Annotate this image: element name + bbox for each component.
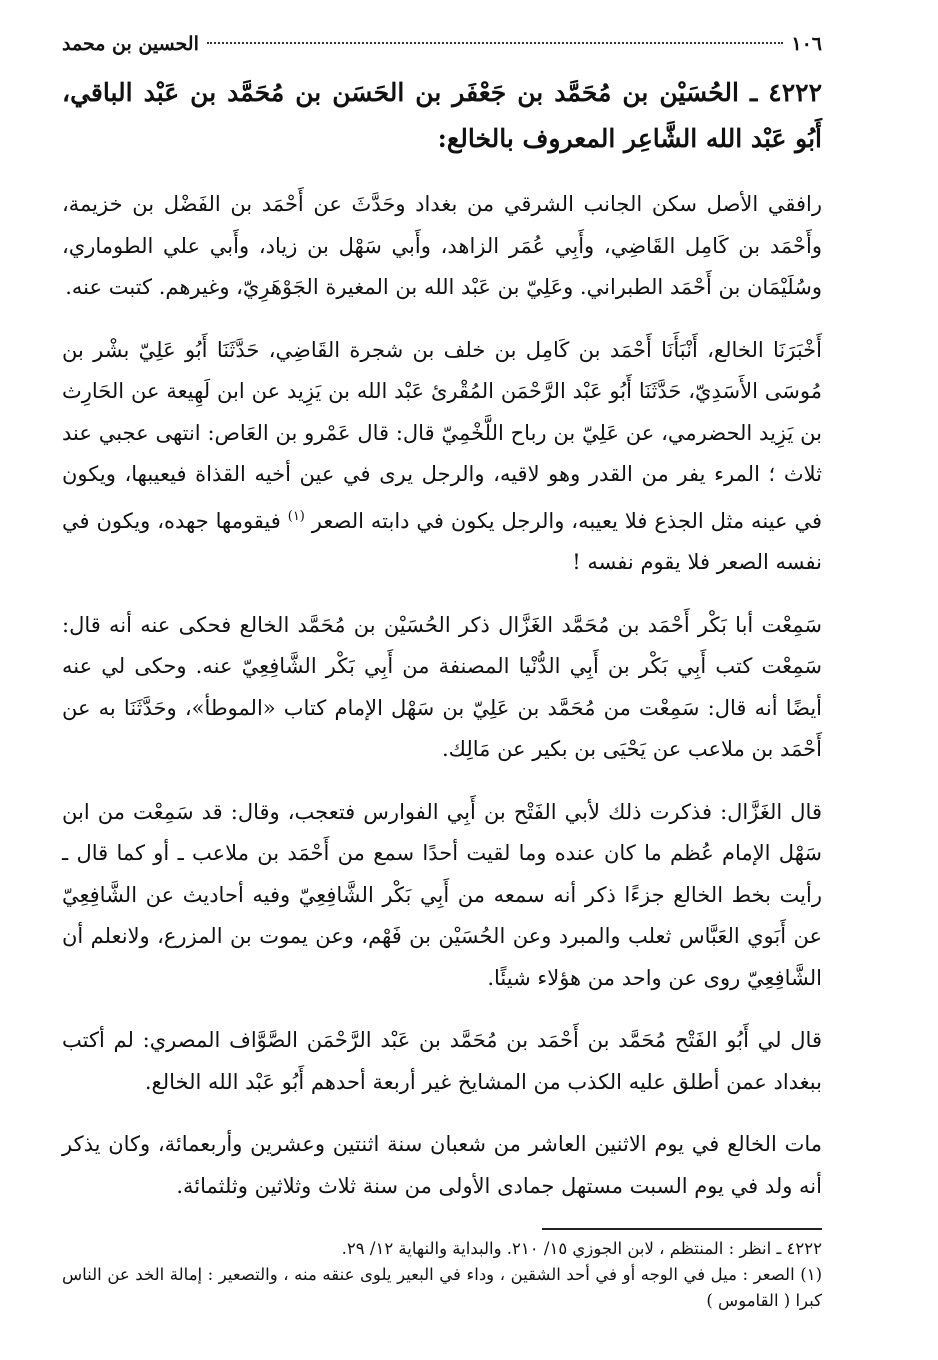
entry-title: ٤٢٢٢ ـ الحُسَيْن بن مُحَمَّد بن جَعْفَر بن الحَسَن بن مُحَمَّد بن عَبْد الباقي، أَبُو عَبْد الله الشَّاعِر المعروف بالخالع: bbox=[62, 78, 822, 153]
footnote-separator bbox=[542, 1228, 822, 1230]
footnote-source: ٤٢٢٢ ـ انظر : المنتظم ، لابن الجوزي ١٥/ ٢١٠. والبداية والنهاية ١٢/ ٢٩. bbox=[341, 1239, 822, 1258]
body-paragraph-2 bbox=[62, 330, 822, 584]
footnote-1: (١) الصعر : ميل في الوجه أو في أحد الشقين ، وداء في البعير يلوى عنقه منه ، والتصعير : إمالة الخد عن الناس كبرا ( القاموس ) bbox=[62, 1265, 822, 1310]
page-number: ١٠٦ bbox=[791, 33, 822, 55]
body-paragraph-4: قال الغَزَّال: فذكرت ذلك لأبي الفَتْح بن أَبِي الفوارس فتعجب، وقال: قد سَمِعْت من ابن سَهْل الإمام عُظم ما كان عنده وما لقيت أحدًا سمع من أَحْمَد بن ملاعب ـ أو كما قال ـ رأيت بخط الخالع جزءًا ذكر أنه سمعه من أَبِي بَكْر الشَّافِعِيّ وفيه أحاديث عن الشَّافِعِيّ عن أَبَوي العَبَّاس ثعلب والمبرد وعن الحُسَيْن بن فَهْم، وعن يموت بن المزرع، ولانعلم أن الشَّافِعِيّ روى عن واحد من هؤلاء شيئًا. bbox=[62, 799, 822, 990]
body-paragraph-1: رافقي الأصل سكن الجانب الشرقي من بغداد وحَدَّثَ عن أَحْمَد بن الفَضْل بن خزيمة، وأَحْمَد بن كَامِل القَاضِي، وأَبِي عُمَر الزاهد، وأَبي سَهْل بن زياد، وأَبي علي الطوماري، وسُلَيْمَان بن أَحْمَد الطبراني. وعَلِيّ بن عَبْد الله بن المغيرة الجَوْهَرِيّ، وغيرهم. كتبت عنه. bbox=[62, 192, 822, 299]
running-header bbox=[62, 30, 822, 58]
paragraph-2-text: أَخْبَرَنَا الخالع، أَنْبَأَنَا أَحْمَد بن كَامِل بن خلف بن شجرة القَاضِي، حَدَّثَنَا أَبُو عَلِيّ بشْر بن مُوسَى الأَسَدِيّ، حَدَّثَنَا أَبُو عَبْد الرَّحْمَن المُقْرئ عَبْد الله بن يَزِيد عن ابن لَهِيعة عن الحَارِث بن يَزِيد الحضرمي، عن عَلِيّ بن رباح اللَّخْمِيّ قال: قال عَمْرو بن العَاص: انتهى عجبي عند ثلاث ؛ المرء يفر من القدر وهو لاقيه، والرجل يرى في عين أخيه القذاة فيعيبها، ويكون في عينه مثل الجذع فلا يعيبه، والرجل يكون في دابته الصعر bbox=[62, 337, 823, 533]
body-paragraph-6: مات الخالع في يوم الاثنين العاشر من شعبان سنة اثنتين وعشرين وأربعمائة، وكان يذكر أنه ولد في يوم السبت مستهل جمادى الأولى من سنة ثلاث وثلاثين وثلثمائة. bbox=[62, 1132, 822, 1198]
book-page bbox=[62, 30, 822, 1314]
body-paragraph-5: قال لي أَبُو الفَتْح مُحَمَّد بن أَحْمَد بن مُحَمَّد بن عَبْد الرَّحْمَن الصَّوَّاف المصري: لم أكتب ببغداد عمن أطلق عليه الكذب من المشايخ غير أربعة أحدهم أَبُو عَبْد الله الخالع. bbox=[62, 1028, 822, 1094]
header-dotted-leader bbox=[207, 42, 784, 44]
body-paragraph-3: سَمِعْت أبا بَكْر أَحْمَد بن مُحَمَّد الغَزَّال ذكر الحُسَيْن بن مُحَمَّد الخالع فحكى عنه أنه قال: سَمِعْت كتب أَبِي بَكْر بن أَبِي الدُّنْيا المصنفة من أَبِي بَكْر الشَّافِعِيّ عنه. وحكى لي عنه أيضًا أنه قال: سَمِعْت من مُحَمَّد بن عَلِيّ بن سَهْل الإمام كتاب «الموطأ»، وحَدَّثَنَا به عن أَحْمَد بن ملاعب عن يَحْيَى بن بكير عن مَالِك. bbox=[62, 612, 822, 761]
paragraph-2-tail: فيقومها جهده، ويكون في نفسه الصعر فلا يقوم نفسه ! bbox=[62, 508, 822, 574]
footnote-marker[interactable]: (١) bbox=[287, 508, 305, 524]
running-title: الحسين بن محمد bbox=[62, 33, 199, 55]
